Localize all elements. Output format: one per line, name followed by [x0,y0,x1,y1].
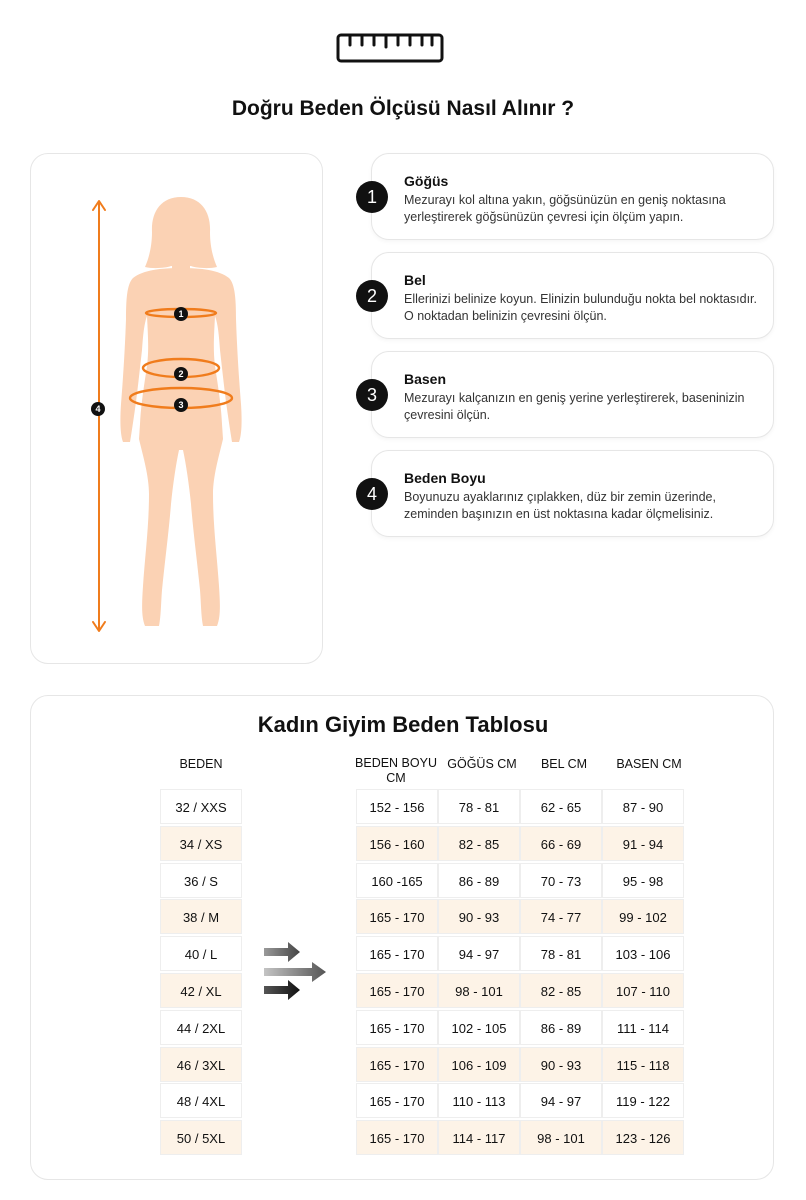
step-card-gogus [366,153,774,240]
size-cell: 50 / 5XL [160,1120,242,1155]
measurement-cell: 94 - 97 [438,936,520,971]
measurement-cell: 95 - 98 [602,863,684,898]
step-number-badge: 4 [356,478,388,510]
measurement-cell: 91 - 94 [602,826,684,861]
marker-4: 4 [95,404,101,414]
measurement-cell: 123 - 126 [602,1120,684,1155]
page-title: Doğru Beden Ölçüsü Nasıl Alınır ? [231,97,575,120]
measurement-cell: 165 - 170 [356,899,438,934]
step-number-badge: 2 [356,280,388,312]
measurement-cell: 98 - 101 [520,1120,602,1155]
size-cell: 36 / S [160,863,242,898]
measurement-cell: 165 - 170 [356,936,438,971]
triple-arrow-right-icon [262,938,328,1004]
step-number-badge: 3 [356,379,388,411]
measurement-cell: 82 - 85 [520,973,602,1008]
measurement-cell: 87 - 90 [602,789,684,824]
measurement-cell: 90 - 93 [438,899,520,934]
measurement-cell: 99 - 102 [602,899,684,934]
step-title: Bel [404,272,426,288]
column-header-beden: BEDEN [179,757,223,771]
column-header-gogus: GÖĞÜS CM [447,757,517,771]
female-body-measurement-figure [31,154,324,665]
measurement-cell: 98 - 101 [438,973,520,1008]
marker-2: 2 [178,369,184,379]
step-number-badge: 1 [356,181,388,213]
step-title: Beden Boyu [404,470,486,486]
step-title: Basen [404,371,447,387]
step-card-bel [366,252,774,339]
measurement-cell: 62 - 65 [520,789,602,824]
size-cell: 34 / XS [160,826,242,861]
ruler-icon [336,33,444,63]
size-cell: 32 / XXS [160,789,242,824]
step-description: Boyunuzu ayaklarınız çıplakken, düz bir zemin üzerinde, zeminden başınızın en üst noktasına kadar ölçmelisiniz. [404,490,716,521]
marker-3: 3 [178,400,184,410]
marker-1: 1 [178,309,184,319]
step-card-beden-boyu [366,450,774,537]
measurement-cell: 114 - 117 [438,1120,520,1155]
measurement-cell: 156 - 160 [356,826,438,861]
measurement-cell: 78 - 81 [438,789,520,824]
measurement-cell: 106 - 109 [438,1047,520,1082]
size-cell: 38 / M [160,899,242,934]
measurement-cell: 165 - 170 [356,1083,438,1118]
size-cell: 44 / 2XL [160,1010,242,1045]
step-description: Mezurayı kol altına yakın, göğsünüzün en geniş noktasına yerleştirerek göğsünüzün çevresi için ölçüm yapın. [404,193,726,224]
measurement-cell: 78 - 81 [520,936,602,971]
body-figure-panel [30,153,323,664]
size-cell: 48 / 4XL [160,1083,242,1118]
measurement-cell: 70 - 73 [520,863,602,898]
measurement-cell: 107 - 110 [602,973,684,1008]
measurement-cell: 165 - 170 [356,973,438,1008]
size-table-title: Kadın Giyim Beden Tablosu [257,712,549,737]
measurement-cell: 165 - 170 [356,1047,438,1082]
measurement-cell: 165 - 170 [356,1010,438,1045]
size-cell: 40 / L [160,936,242,971]
size-cell: 42 / XL [160,973,242,1008]
measurement-cell: 111 - 114 [602,1010,684,1045]
measurement-cell: 66 - 69 [520,826,602,861]
measurement-cell: 165 - 170 [356,1120,438,1155]
measurement-cell: 86 - 89 [438,863,520,898]
measurement-cell: 152 - 156 [356,789,438,824]
column-header-bel: BEL CM [540,757,588,771]
measurement-cell: 119 - 122 [602,1083,684,1118]
measurement-cell: 103 - 106 [602,936,684,971]
measurement-cell: 86 - 89 [520,1010,602,1045]
column-header-boy: BEDEN BOYU CM [355,756,437,785]
measurement-cell: 102 - 105 [438,1010,520,1045]
measurement-cell: 160 -165 [356,863,438,898]
measurement-cell: 94 - 97 [520,1083,602,1118]
measurement-cell: 90 - 93 [520,1047,602,1082]
measurement-cell: 115 - 118 [602,1047,684,1082]
measurement-cell: 110 - 113 [438,1083,520,1118]
column-header-basen: BASEN CM [616,757,682,771]
step-description: Mezurayı kalçanızın en geniş yerine yerleştirerek, baseninizin çevresini ölçün. [404,391,745,422]
measurement-cell: 82 - 85 [438,826,520,861]
step-description: Ellerinizi belinize koyun. Elinizin bulunduğu nokta bel noktasıdır. O noktadan belinizin çevresini ölçün. [404,292,757,323]
step-title: Göğüs [404,173,449,189]
size-cell: 46 / 3XL [160,1047,242,1082]
step-card-basen [366,351,774,438]
measurement-cell: 74 - 77 [520,899,602,934]
